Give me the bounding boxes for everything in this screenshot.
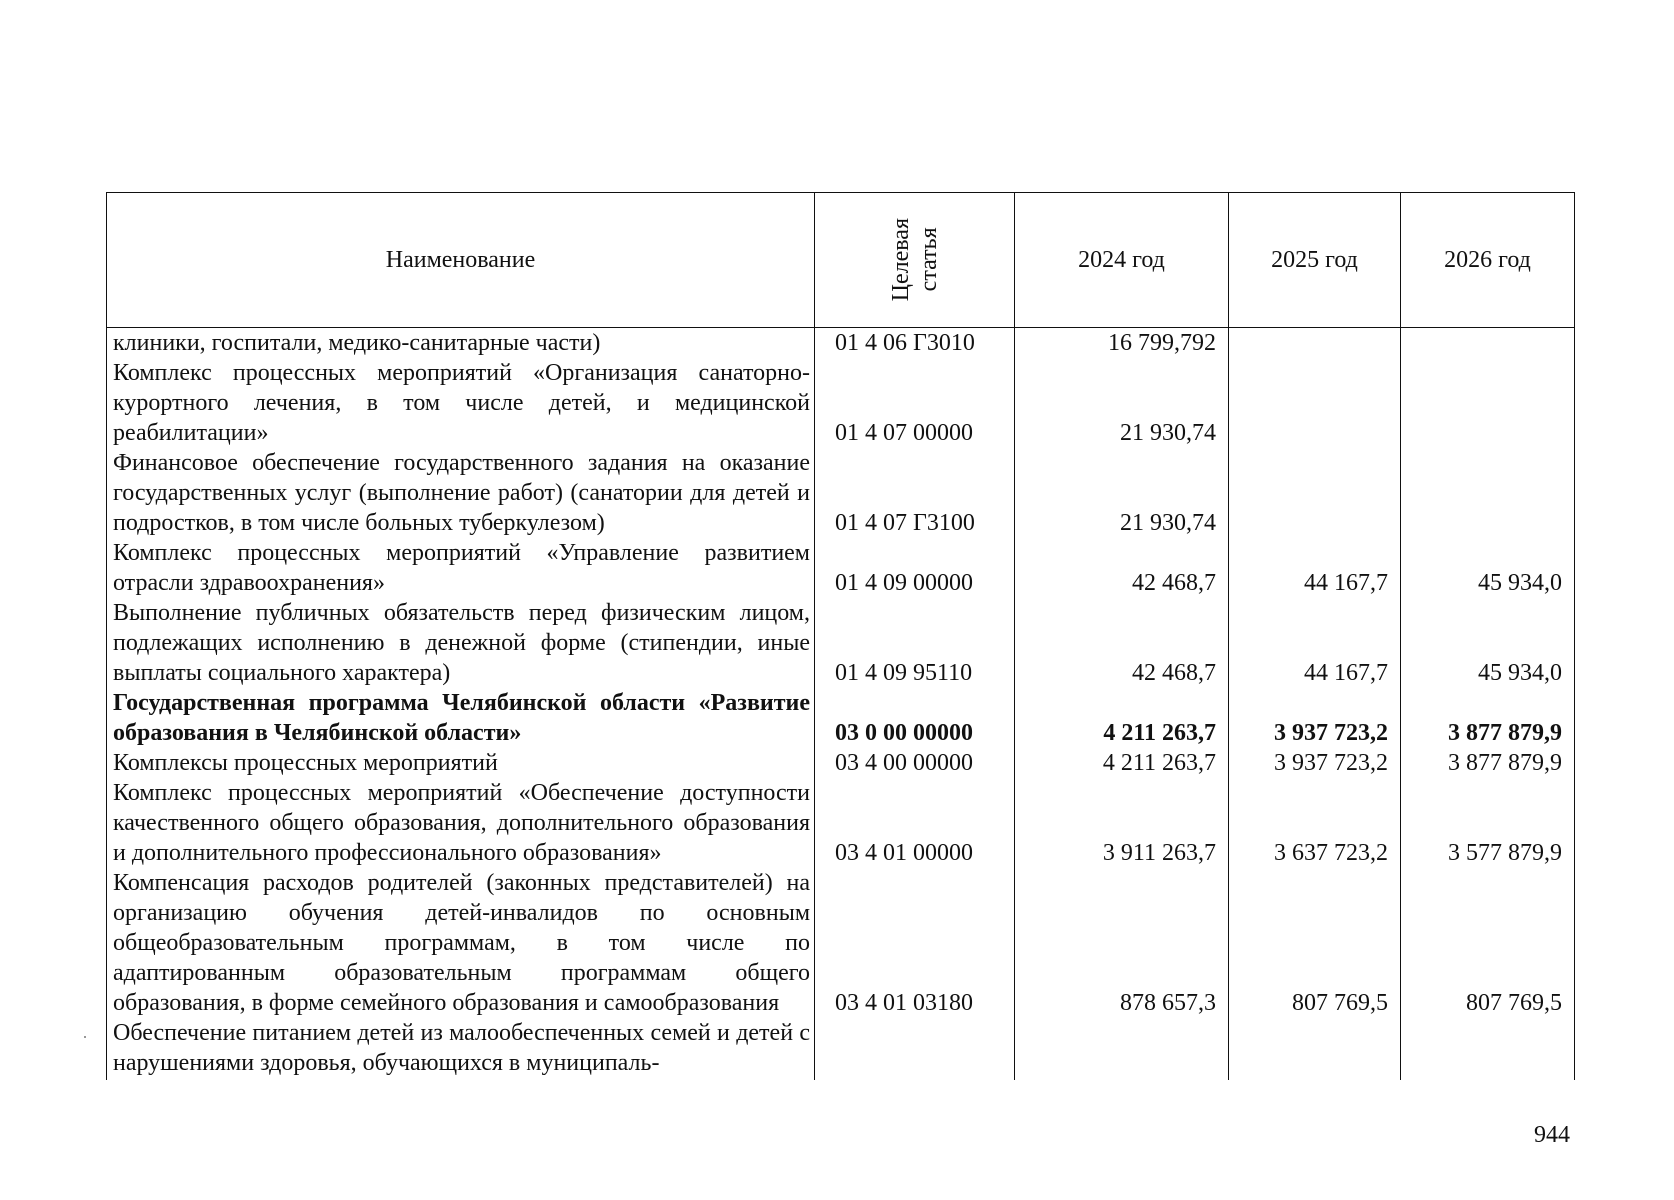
row-code: 01 4 09 95110 [815, 598, 1015, 688]
row-value-2025 [1229, 328, 1401, 359]
row-value-2024: 21 930,74 [1015, 358, 1229, 448]
row-value-2026: 45 934,0 [1401, 598, 1575, 688]
row-value-2026: 45 934,0 [1401, 538, 1575, 598]
table-row-program [107, 688, 1575, 748]
row-value-2026: 3 877 879,9 [1401, 688, 1575, 748]
header-row [107, 193, 1575, 328]
table-body [107, 328, 1575, 1081]
row-value-2024: 16 799,792 [1015, 328, 1229, 359]
table-row [107, 598, 1575, 688]
table-row [107, 358, 1575, 448]
row-code: 03 0 00 00000 [815, 688, 1015, 748]
row-code: 03 4 01 00000 [815, 778, 1015, 868]
table-row [107, 778, 1575, 868]
row-code [815, 1018, 1015, 1080]
row-name: Обеспечение питанием детей из малообеспеченных семей и детей с нарушениями здоровья, обучающихся в муниципаль- [107, 1018, 815, 1080]
row-value-2026: 3 577 879,9 [1401, 778, 1575, 868]
row-value-2026: 3 877 879,9 [1401, 748, 1575, 778]
row-value-2025: 3 937 723,2 [1229, 688, 1401, 748]
row-value-2024: 4 211 263,7 [1015, 688, 1229, 748]
row-name: Комплекс процессных мероприятий «Управление развитием отрасли здравоохранения» [107, 538, 815, 598]
row-value-2026 [1401, 448, 1575, 538]
header-target-article [815, 193, 1015, 328]
row-code: 01 4 07 Г3100 [815, 448, 1015, 538]
table-header [107, 193, 1575, 328]
table-row [107, 448, 1575, 538]
row-value-2024: 42 468,7 [1015, 598, 1229, 688]
row-value-2025: 807 769,5 [1229, 868, 1401, 1018]
page-number: 944 [1534, 1122, 1570, 1148]
table-row [107, 1018, 1575, 1080]
row-value-2024 [1015, 1018, 1229, 1080]
row-code: 01 4 06 Г3010 [815, 328, 1015, 359]
row-code: 03 4 00 00000 [815, 748, 1015, 778]
row-code: 01 4 07 00000 [815, 358, 1015, 448]
row-name: Выполнение публичных обязательств перед физическим лицом, подлежащих исполнению в денежной форме (стипендии, иные выплаты социального характера) [107, 598, 815, 688]
header-year-2026: 2026 год [1401, 193, 1575, 328]
row-value-2025: 3 637 723,2 [1229, 778, 1401, 868]
row-name: Комплекс процессных мероприятий «Организация санаторно-курортного лечения, в том числе детей, и медицинской реабилитации» [107, 358, 815, 448]
scan-speck [84, 1036, 86, 1038]
budget-table [106, 192, 1575, 1080]
row-name: Комплекс процессных мероприятий «Обеспечение доступности качественного общего образования, дополнительного образования и дополнительного профессионального образования» [107, 778, 815, 868]
row-value-2026 [1401, 358, 1575, 448]
row-value-2024: 878 657,3 [1015, 868, 1229, 1018]
row-code: 03 4 01 03180 [815, 868, 1015, 1018]
row-name: Компенсация расходов родителей (законных представителей) на организацию обучения детей-инвалидов по основным общеобразовательным программам, в том числе по адаптированным образовательным программам общего образования, в форме семейного образования и самообразования [107, 868, 815, 1018]
row-value-2025 [1229, 448, 1401, 538]
row-value-2026 [1401, 1018, 1575, 1080]
row-value-2025 [1229, 358, 1401, 448]
row-value-2024: 21 930,74 [1015, 448, 1229, 538]
header-year-2024: 2024 год [1015, 193, 1229, 328]
row-value-2025: 44 167,7 [1229, 598, 1401, 688]
row-name: Комплексы процессных мероприятий [107, 748, 815, 778]
row-value-2026: 807 769,5 [1401, 868, 1575, 1018]
row-value-2024: 3 911 263,7 [1015, 778, 1229, 868]
row-value-2025 [1229, 1018, 1401, 1080]
row-value-2024: 42 468,7 [1015, 538, 1229, 598]
table-row [107, 868, 1575, 1018]
header-name: Наименование [107, 193, 815, 328]
row-value-2025: 44 167,7 [1229, 538, 1401, 598]
table-row [107, 538, 1575, 598]
row-code: 01 4 09 00000 [815, 538, 1015, 598]
row-name: Финансовое обеспечение государственного задания на оказание государственных услуг (выполнение работ) (санатории для детей и подростков, в том числе больных туберкулезом) [107, 448, 815, 538]
header-target-article-label: Целевая статья [887, 218, 942, 302]
table-row [107, 748, 1575, 778]
row-value-2024: 4 211 263,7 [1015, 748, 1229, 778]
row-value-2025: 3 937 723,2 [1229, 748, 1401, 778]
table-row [107, 328, 1575, 359]
row-name: Государственная программа Челябинской области «Развитие образования в Челябинской области» [107, 688, 815, 748]
row-name: клиники, госпитали, медико-санитарные части) [107, 328, 815, 359]
row-value-2026 [1401, 328, 1575, 359]
header-target-article-wrap [815, 193, 1014, 327]
header-year-2025: 2025 год [1229, 193, 1401, 328]
